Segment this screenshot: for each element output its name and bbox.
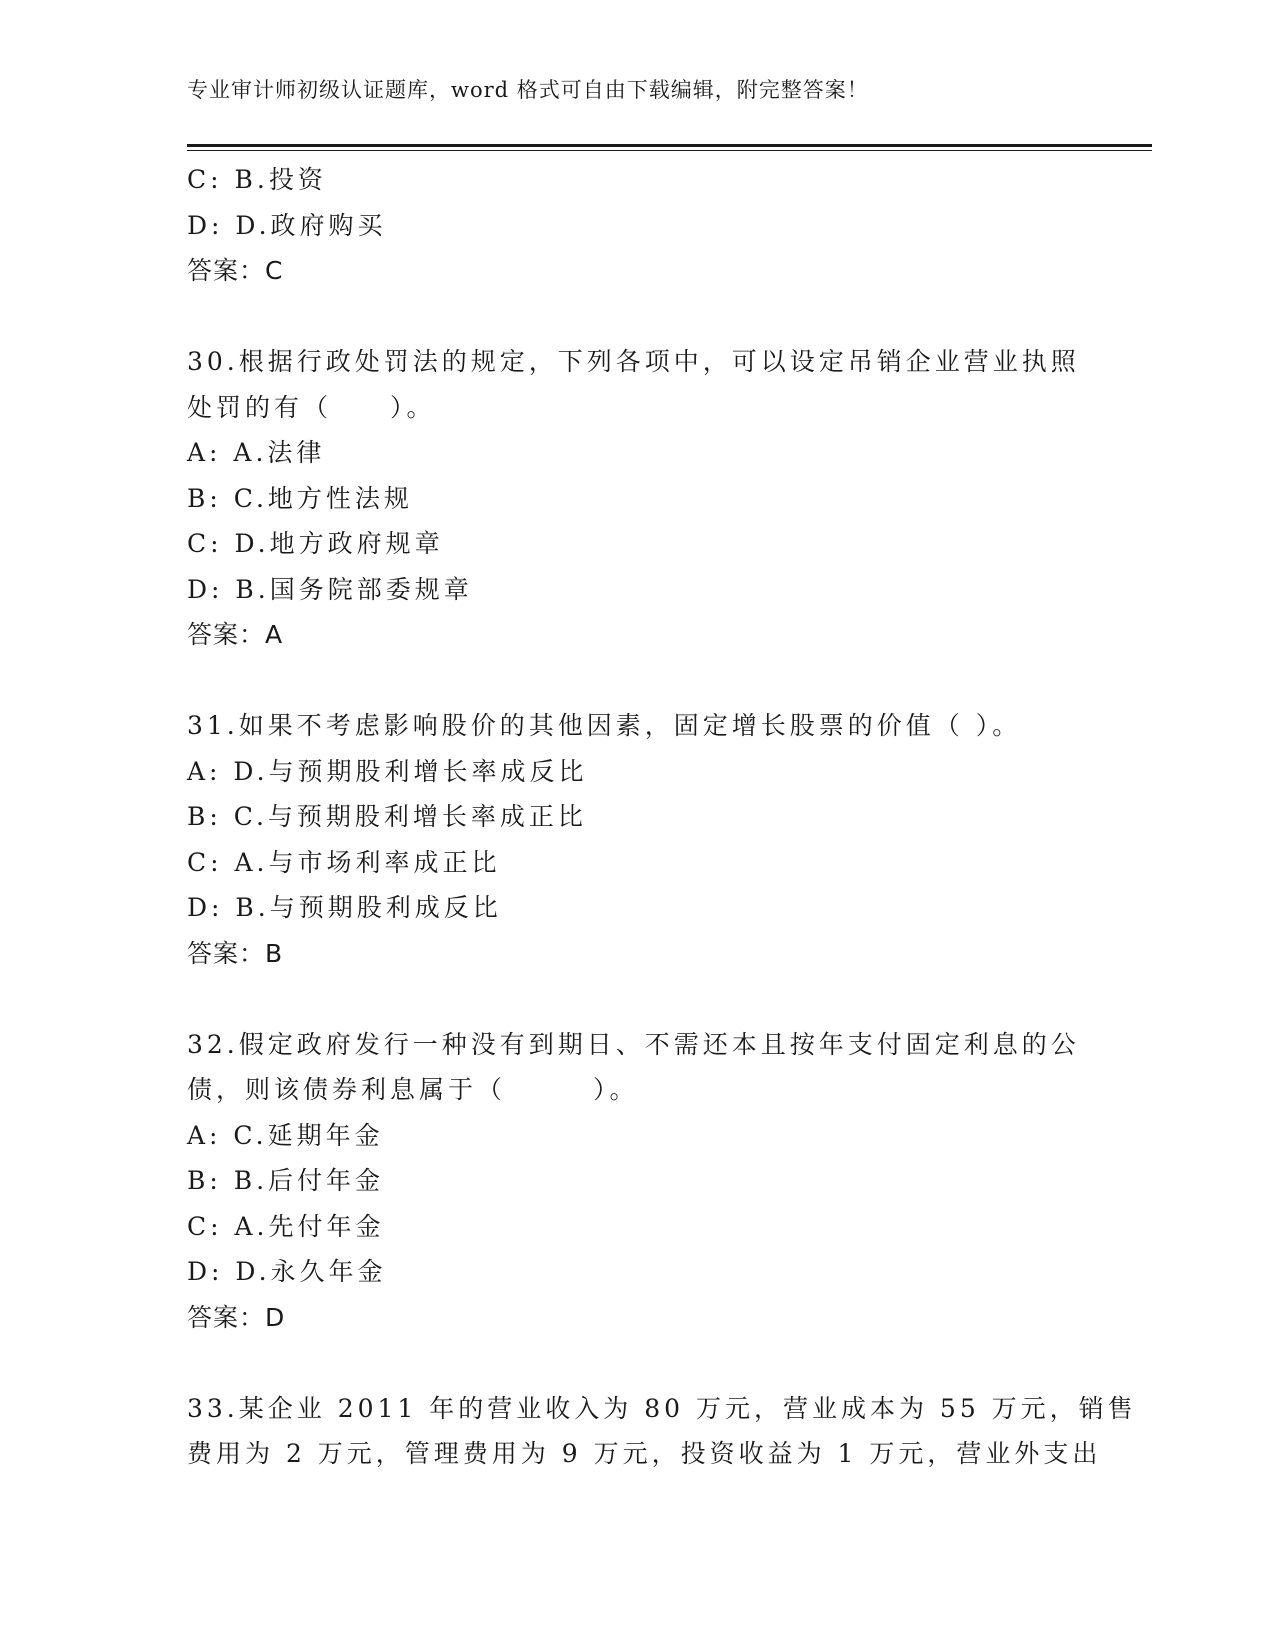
spacer (187, 1340, 1087, 1386)
option-line: D: B.国务院部委规章 (187, 574, 473, 604)
answer-line: 答案：D (187, 1302, 286, 1332)
spacer (187, 658, 1087, 704)
page-header: 专业审计师初级认证题库，word 格式可自由下载编辑，附完整答案！ (187, 78, 869, 102)
option-line: D: D.政府购买 (187, 210, 387, 240)
option-line: A: D.与预期股利增长率成反比 (187, 756, 588, 786)
header-rule-thin (187, 150, 1152, 151)
question-stem: 债，则该债券利息属于（ ）。 (187, 1075, 639, 1104)
option-line: D: D.永久年金 (187, 1257, 387, 1286)
option-line: A: C.延期年金 (187, 1120, 384, 1150)
header-rule-thick (187, 144, 1152, 147)
option-line: C: D.地方政府规章 (187, 529, 444, 558)
question-stem: 33.某企业 2011 年的营业收入为 80 万元，营业成本为 55 万元，销售 (187, 1393, 1137, 1423)
answer-line: 答案：C (187, 256, 284, 285)
option-line: C: A.与市场利率成正比 (187, 847, 501, 877)
question-stem: 费用为 2 万元，管理费用为 9 万元，投资收益为 1 万元，营业外支出 (187, 1439, 1102, 1468)
option-line: B: C.与预期股利增长率成正比 (187, 802, 587, 831)
spacer (187, 976, 1087, 1022)
spacer (187, 294, 1087, 340)
answer-line: 答案：B (187, 938, 284, 968)
option-line: C: B.投资 (187, 165, 327, 194)
option-line: D: B.与预期股利成反比 (187, 893, 502, 922)
question-stem: 处罚的有（ ）。 (187, 392, 436, 422)
question-content (187, 157, 1137, 1477)
option-line: A: A.法律 (187, 438, 326, 467)
answer-line: 答案：A (187, 620, 284, 649)
option-line: C: A.先付年金 (187, 1211, 385, 1241)
question-stem: 32.假定政府发行一种没有到期日、不需还本且按年支付固定利息的公 (187, 1029, 1080, 1059)
option-line: B: B.后付年金 (187, 1166, 385, 1195)
question-stem: 30.根据行政处罚法的规定，下列各项中，可以设定吊销企业营业执照 (187, 347, 1080, 376)
option-line: B: C.地方性法规 (187, 483, 413, 513)
question-stem: 31.如果不考虑影响股价的其他因素，固定增长股票的价值（ ）。 (187, 711, 1022, 740)
